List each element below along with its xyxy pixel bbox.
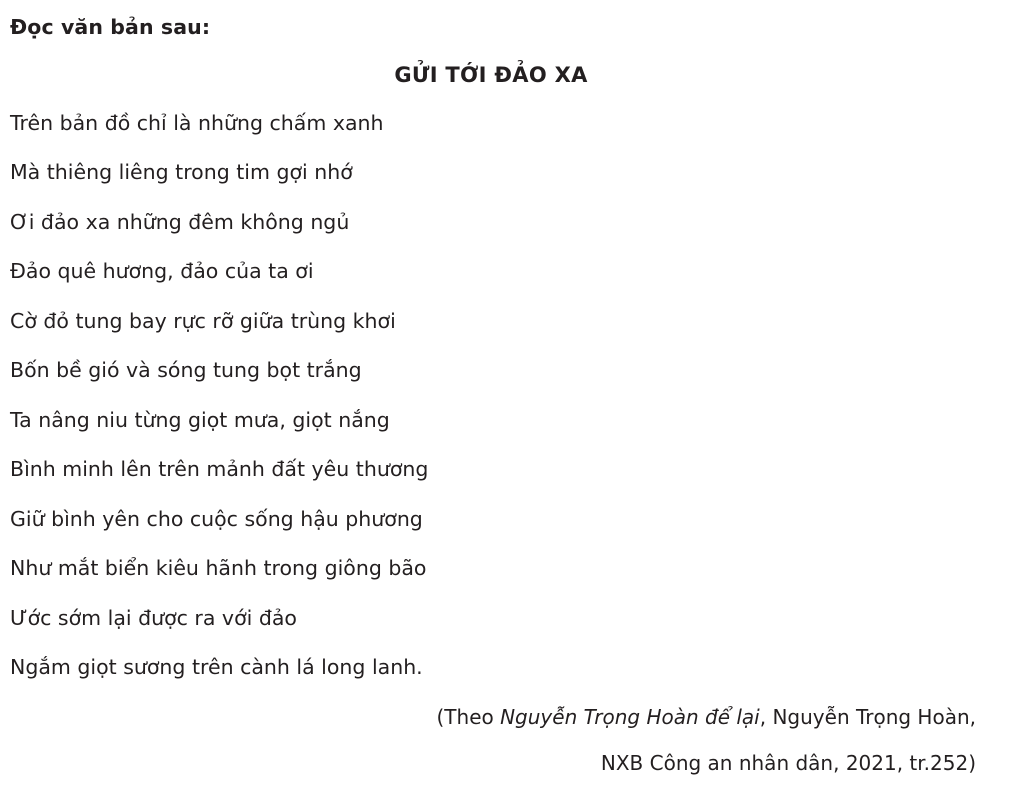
poem-body [10,110,990,680]
attribution-prefix: (Theo [436,704,501,729]
poem-title: GỬI TỚI ĐẢO XA [394,62,588,87]
attribution-line-2: NXB Công an nhân dân, 2021, tr.252) [600,750,976,775]
attribution-line-1 [10,704,976,729]
poem-line: Ta nâng niu từng giọt mưa, giọt nắng [10,407,390,432]
attribution-author: , Nguyễn Trọng Hoàn, [759,704,976,729]
poem-line: Bốn bề gió và sóng tung bọt trắng [10,358,362,383]
poem-line: Ngắm giọt sương trên cành lá long lanh. [10,655,423,680]
poem-line: Mà thiêng liêng trong tim gợi nhớ [10,160,353,185]
poem-line: Đảo quê hương, đảo của ta ơi [10,259,314,284]
poem-line: Bình minh lên trên mảnh đất yêu thương [10,457,429,482]
poem-line: Trên bản đồ chỉ là những chấm xanh [10,110,384,135]
source-attribution [10,704,990,775]
reading-instruction: Đọc văn bản sau: [10,15,211,39]
poem-line: Như mắt biển kiêu hãnh trong giông bão [10,556,427,581]
poem-line: Giữ bình yên cho cuộc sống hậu phương [10,506,423,531]
poem-line: Ơi đảo xa những đêm không ngủ [10,209,350,234]
attribution-work-title: Nguyễn Trọng Hoàn để lại [500,704,760,729]
poem-line: Cờ đỏ tung bay rực rỡ giữa trùng khơi [10,308,396,333]
poem-line: Ước sớm lại được ra với đảo [10,605,297,630]
